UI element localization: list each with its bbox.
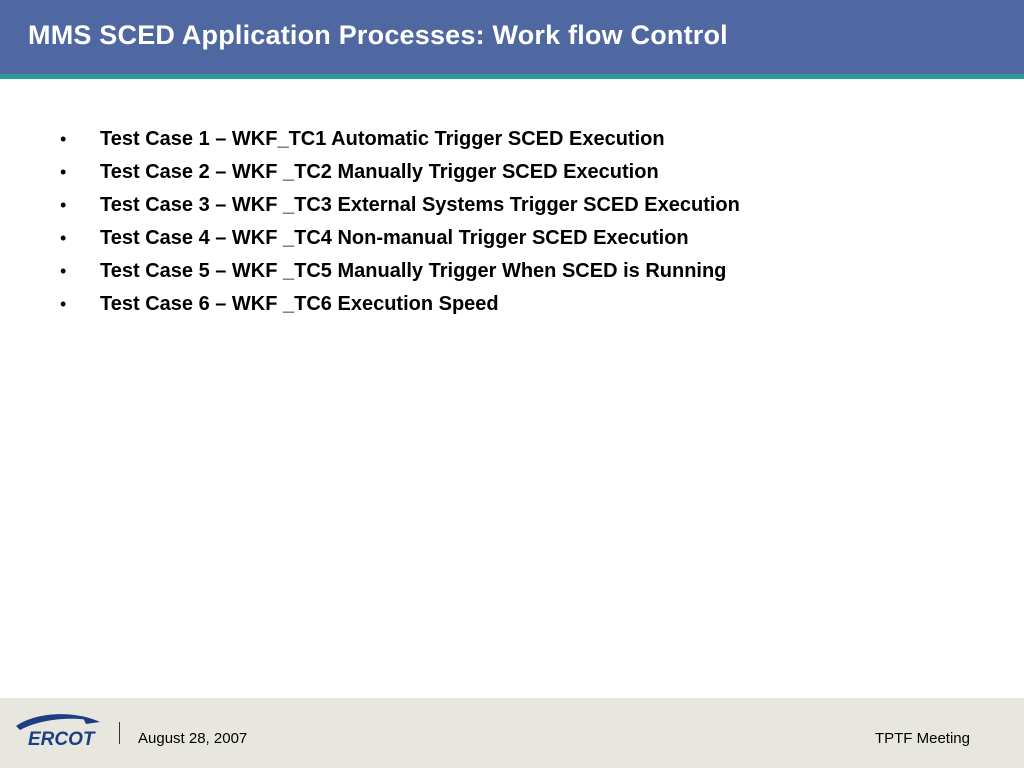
bullet-marker: •	[60, 162, 67, 182]
bullet-text: Test Case 3 – WKF _TC3 External Systems Trigger SCED Execution	[100, 194, 740, 216]
title-bar	[0, 0, 1024, 74]
bullet-text: Test Case 4 – WKF _TC4 Non-manual Trigger SCED Execution	[100, 227, 689, 249]
bullet-marker: •	[60, 129, 67, 149]
list-item	[0, 190, 1024, 223]
bullet-list	[0, 124, 1024, 322]
bullet-text: Test Case 6 – WKF _TC6 Execution Speed	[100, 293, 499, 315]
bullet-marker: •	[60, 294, 67, 314]
footer-date: August 28, 2007	[138, 730, 248, 747]
bullet-marker: •	[60, 228, 67, 248]
footer-bar	[0, 698, 1024, 768]
bullet-marker: •	[60, 261, 67, 281]
bullet-marker: •	[60, 195, 67, 215]
ercot-logo	[12, 708, 104, 748]
list-item	[0, 289, 1024, 322]
list-item	[0, 157, 1024, 190]
logo-wordmark: ERCOT	[28, 729, 95, 748]
list-item	[0, 124, 1024, 157]
bullet-text: Test Case 1 – WKF_TC1 Automatic Trigger SCED Execution	[100, 128, 665, 150]
title-underline-stripe	[0, 74, 1024, 79]
footer-divider	[119, 722, 120, 744]
bullet-text: Test Case 2 – WKF _TC2 Manually Trigger SCED Execution	[100, 161, 659, 183]
footer-meeting-name: TPTF Meeting	[874, 730, 970, 747]
bullet-text: Test Case 5 – WKF _TC5 Manually Trigger When SCED is Running	[100, 260, 727, 282]
slide-title: MMS SCED Application Processes: Work flow Control	[28, 20, 728, 50]
list-item	[0, 256, 1024, 289]
list-item	[0, 223, 1024, 256]
